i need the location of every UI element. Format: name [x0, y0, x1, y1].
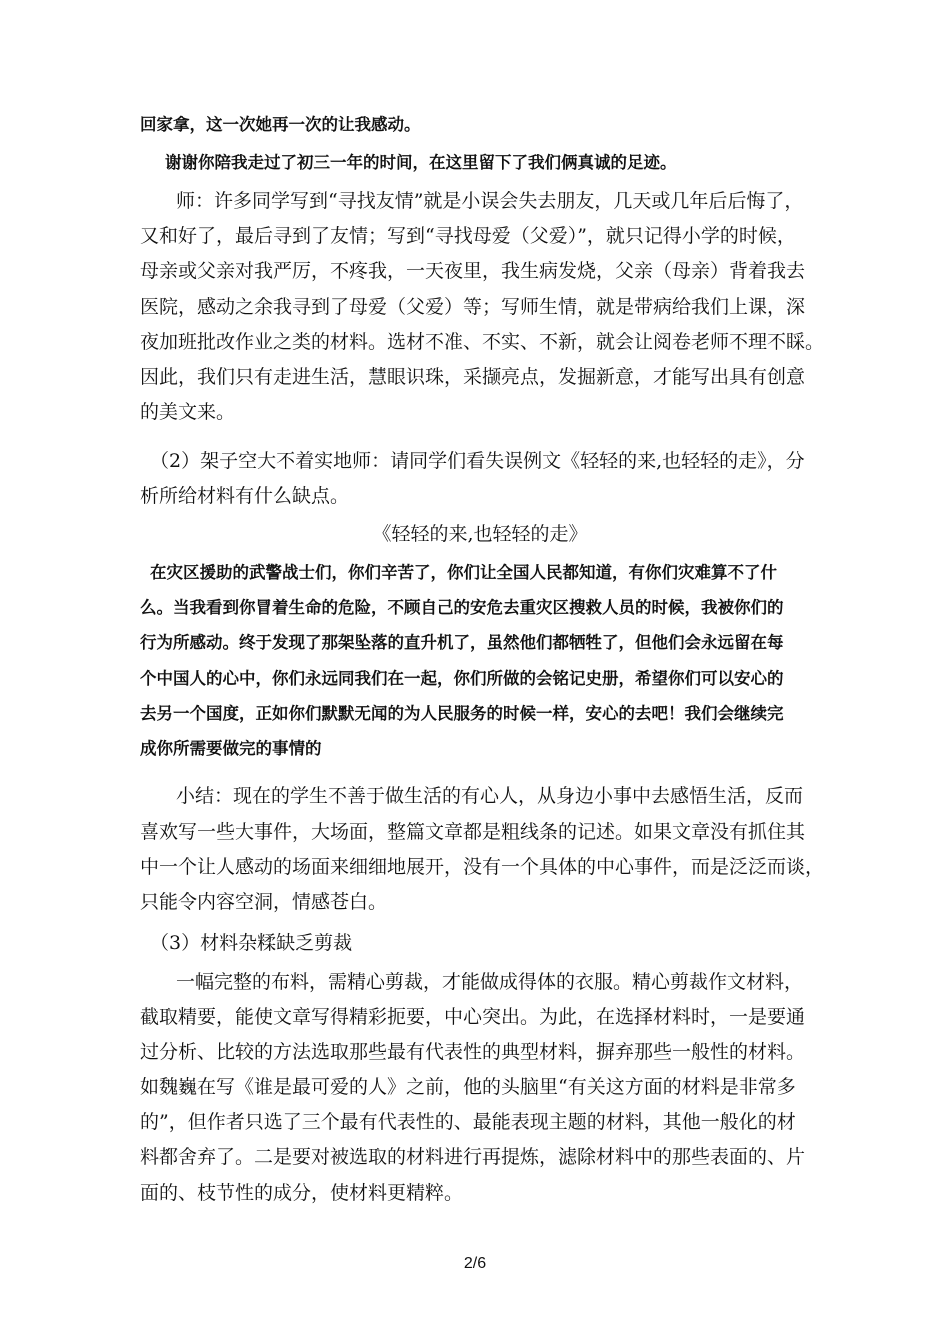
text-line: 夜加班批改作业之类的材料。选材不准、不实、不新，就会让阅卷老师不理不睬。 — [140, 331, 825, 353]
text-line: 去另一个国度，正如你们默默无闻的为人民服务的时候一样，安心的去吧！我们会继续完 — [140, 704, 784, 723]
text-line: 回家拿，这一次她再一次的让我感动。 — [140, 115, 421, 134]
text-line: 面的、枝节性的成分，使材料更精粹。 — [140, 1182, 464, 1204]
text-line: 中一个让人感动的场面来细细地展开，没有一个具体的中心事件，而是泛泛而谈， — [140, 856, 825, 878]
section-heading: （2）架子空大不着实地师：请同学们看失误例文《轻轻的来,也轻轻的走》，分 — [150, 450, 805, 472]
text-line: 析所给材料有什么缺点。 — [140, 485, 350, 507]
text-line: 谢谢你陪我走过了初三一年的时间，在这里留下了我们俩真诚的足迹。 — [165, 153, 677, 172]
text-line: 过分析、比较的方法选取那些最有代表性的典型材料，摒弃那些一般性的材料。 — [140, 1041, 806, 1063]
text-line: 师：许多同学写到“寻找友情”就是小误会失去朋友，几天或几年后后悔了， — [176, 190, 804, 212]
page-number: 2/6 — [463, 1255, 487, 1272]
text-line: 成你所需要做完的事情的 — [140, 739, 322, 758]
text-line: 小结：现在的学生不善于做生活的有心人，从身边小事中去感悟生活，反而 — [176, 785, 804, 807]
text-line: 因此，我们只有走进生活，慧眼识珠，采撷亮点，发掘新意，才能写出具有创意 — [140, 366, 806, 388]
text-line: 么。当我看到你冒着生命的危险，不顾自己的安危去重灾区搜救人员的时候，我被你们的 — [140, 598, 784, 617]
text-line: 料都舍弃了。二是要对被选取的材料进行再提炼，滤除材料中的那些表面的、片 — [140, 1146, 806, 1168]
text-line: 的美文来。 — [140, 401, 236, 423]
text-line: 在灾区援助的武警战士们，你们辛苦了，你们让全国人民都知道，有你们灾难算不了什 — [150, 563, 777, 582]
text-line: 只能令内容空洞，情感苍白。 — [140, 891, 388, 913]
text-line: 截取精要，能使文章写得精彩扼要，中心突出。为此，在选择材料时，一是要通 — [140, 1006, 806, 1028]
text-line: 一幅完整的布料，需精心剪裁，才能做成得体的衣服。精心剪裁作文材料， — [176, 971, 804, 993]
text-line: 的”，但作者只选了三个最有代表性的、最能表现主题的材料，其他一般化的材 — [140, 1111, 796, 1133]
text-line: 个中国人的心中，你们永远同我们在一起，你们所做的会铭记史册，希望你们可以安心的 — [140, 669, 784, 688]
example-title: 《轻轻的来,也轻轻的走》 — [372, 523, 588, 545]
text-line: 医院，感动之余我寻到了母爱（父爱）等；写师生情，就是带病给我们上课，深 — [140, 296, 806, 318]
text-line: 又和好了，最后寻到了友情；写到“寻找母爱（父爱）”，就只记得小学的时候， — [140, 225, 796, 247]
section-heading: （3）材料杂糅缺乏剪裁 — [150, 932, 353, 954]
text-line: 母亲或父亲对我严厉，不疼我，一天夜里，我生病发烧，父亲（母亲）背着我去 — [140, 260, 806, 282]
text-line: 喜欢写一些大事件，大场面，整篇文章都是粗线条的记述。如果文章没有抓住其 — [140, 821, 806, 843]
text-line: 行为所感动。终于发现了那架坠落的直升机了，虽然他们都牺牲了，但他们会永远留在每 — [140, 633, 784, 652]
text-line: 如魏巍在写《谁是最可爱的人》之前，他的头脑里“有关这方面的材料是非常多 — [140, 1076, 796, 1098]
